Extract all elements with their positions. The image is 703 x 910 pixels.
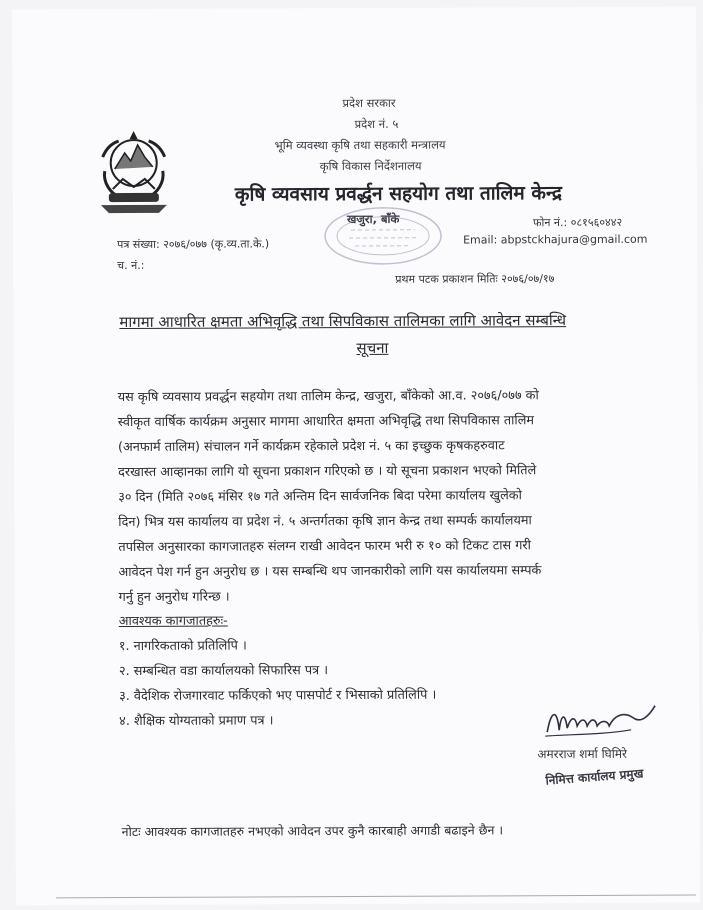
body-line-7: तपसिल अनुसारका कागजातहरु संलग्न राखी आवेदन फारम भरी रु १० को टिकट टास गरी xyxy=(118,538,532,556)
nepal-emblem-icon xyxy=(93,127,175,219)
signatory-name: अमरराज शर्मा घिमिरे xyxy=(537,746,627,762)
notice-subtitle: सूचना xyxy=(356,338,389,357)
email-address: Email: abpstckhajura@gmail.com xyxy=(463,232,648,247)
header-line-directorate: कृषि विकास निर्देशनालय xyxy=(319,158,422,174)
footnote: नोटः आवश्यक कागजातहरु नभएको आवेदन उपर कुनै कारबाही अगाडी बढाइने छैन । xyxy=(121,822,504,840)
office-stamp-icon xyxy=(321,204,445,269)
body-line-1: यस कृषि व्यवसाय प्रवर्द्धन सहयोग तथा तालिम केन्द्र, खजुरा, बाँकेको आ.व. २०७६/०७७ को xyxy=(117,388,539,406)
body-line-3: (अनफार्म तालिम) संचालन गर्ने कार्यक्रम रहेकाले प्रदेश नं. ५ का इच्छुक कृषकहरुवाट xyxy=(117,438,505,456)
phone-number: फोन नं.: ०८१५६०४४२ xyxy=(532,215,623,230)
office-name: कृषि व्यवसाय प्रवर्द्धन सहयोग तथा तालिम केन्द्र xyxy=(234,182,562,206)
body-line-2: स्वीकृत वार्षिक कार्यक्रम अनुसार मागमा आधारित क्षमता अभिवृद्धि तथा सिपविकास तालिम xyxy=(117,413,535,431)
signature-icon xyxy=(541,700,659,743)
body-line-9: गर्नु हुन अनुरोध गरिन्छ । xyxy=(118,589,230,606)
bottom-divider xyxy=(56,895,696,899)
header-line-government: प्रदेश सरकार xyxy=(342,95,396,111)
document-item-1: १. नागरिकताको प्रतिलिपि । xyxy=(118,638,247,655)
header-line-ministry: भूमि व्यवस्था कृषि तथा सहकारी मन्त्रालय xyxy=(274,137,446,153)
body-line-4: दरखास्त आव्हानका लागि यो सूचना प्रकाशन गरिएको छ । यो सूचना प्रकाशन भएको मितिले xyxy=(118,463,537,481)
document-item-4: ४. शैक्षिक योग्यताको प्रमाण पत्र । xyxy=(119,713,274,730)
documents-heading: आवश्यक कागजातहरुः- xyxy=(118,613,228,630)
letter-page xyxy=(12,7,700,906)
dispatch-number: च. नं.: xyxy=(117,258,145,273)
signatory-designation: निमित्त कार्यालय प्रमुख xyxy=(545,766,644,788)
reference-number: पत्र संख्या: २०७६/०७७ (कृ.व्य.ता.के.) xyxy=(117,237,270,252)
body-line-5: ३० दिन (मिति २०७६ मंसिर १७ गते अन्तिम दिन सार्वजनिक बिदा परेमा कार्यालय खुलेको xyxy=(118,488,522,506)
document-item-3: ३. वैदेशिक रोजगारवाट फर्किएको भए पासपोर्ट र भिसाको प्रतिलिपि । xyxy=(119,687,437,705)
notice-title: मागमा आधारित क्षमता अभिवृद्धि तथा सिपविकास तालिमका लागि आवेदन सम्बन्धि xyxy=(119,311,567,332)
document-item-2: २. सम्बन्धित वडा कार्यालयको सिफारिस पत्र । xyxy=(118,663,329,680)
body-line-8: आवेदन पेश गर्न हुन अनुरोध छ । यस सम्बन्धि थप जानकारीको लागि यस कार्यालयमा सम्पर्क xyxy=(118,563,542,581)
body-line-6: दिन) भित्र यस कार्यालय वा प्रदेश नं. ५ अन्तर्गतका कृषि ज्ञान केन्द्र तथा सम्पर्क कार्यालयमा xyxy=(118,513,532,531)
publish-date: प्रथम पटक प्रकाशन मितिः २०७६/०७/१७ xyxy=(395,272,555,286)
office-location: खजुरा, बाँके xyxy=(346,211,400,227)
header-line-province: प्रदेश नं. ५ xyxy=(354,116,399,132)
